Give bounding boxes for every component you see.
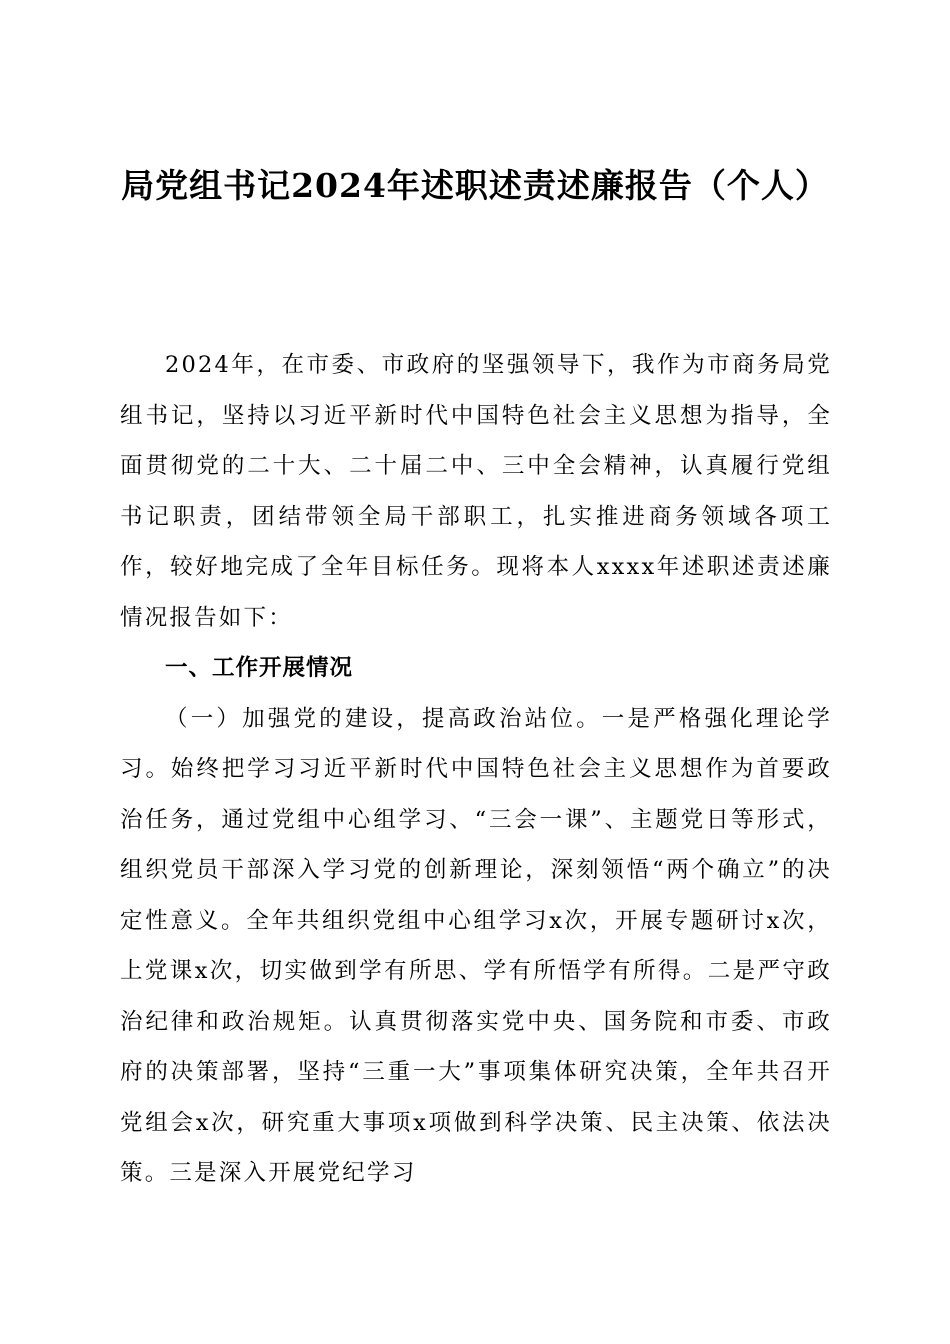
document-title: 局党组书记2024年述职述责述廉报告（个人）: [121, 166, 829, 205]
intro-paragraph: 2024年，在市委、市政府的坚强领导下，我作为市商务局党组书记，坚持以习近平新时代中国特色社会主义思想为指导，全面贯彻党的二十大、二十届二中、三中全会精神，认真履行党组书记职责，团结带领全局干部职工，扎实推进商务领域各项工作，较好地完成了全年目标任务。现将本人xxxx年述职述责述廉情况报告如下：: [120, 352, 832, 631]
document-body: [120, 340, 832, 1199]
section-paragraph: （一）加强党的建设，提高政治站位。一是严格强化理论学习。始终把学习习近平新时代中国特色社会主义思想作为首要政治任务，通过党组中心组学习、“三会一课”、主题党日等形式，组织党员干部深入学习党的创新理论，深刻领悟“两个确立”的决定性意义。全年共组织党组中心组学习x次，开展专题研讨x次，上党课x次，切实做到学有所思、学有所悟学有所得。二是严守政治纪律和政治规矩。认真贯彻落实党中央、国务院和市委、市政府的决策部署，坚持“三重一大”事项集体研究决策，全年共召开党组会x次，研究重大事项x项做到科学决策、民主决策、依法决策。三是深入开展党纪学习: [120, 705, 832, 1186]
section-heading: 一、工作开展情况: [165, 655, 354, 681]
